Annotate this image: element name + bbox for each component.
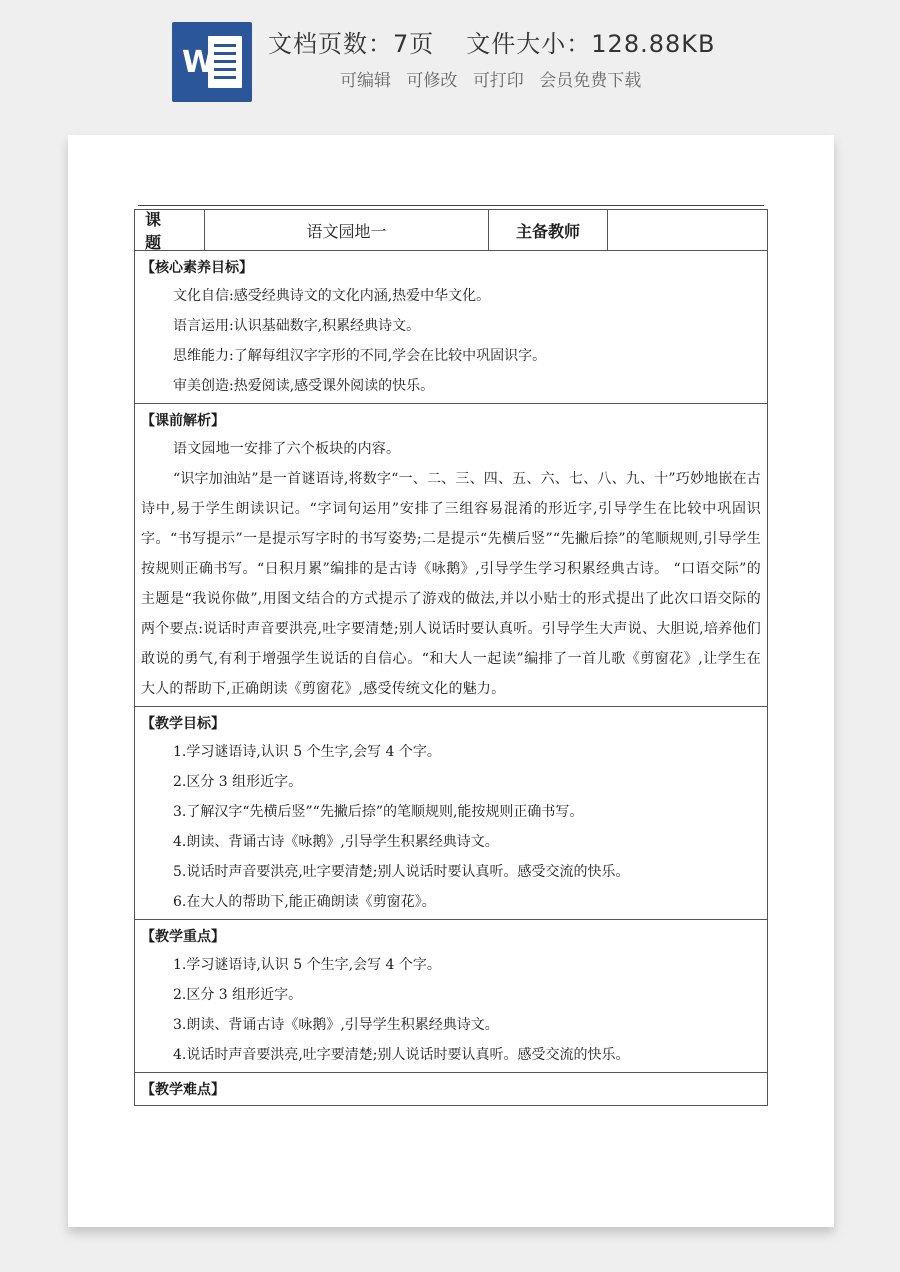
topic-label: 课 题	[135, 210, 205, 250]
teacher-label: 主备教师	[489, 210, 608, 250]
page-count: 文档页数：7页	[268, 30, 435, 58]
list-item: 1.学习谜语诗,认识 5 个生字,会写 4 个字。	[173, 957, 441, 973]
list-item: 思维能力:了解每组汉字字形的不同,学会在比较中巩固识字。	[173, 348, 547, 364]
feature-printable: 可打印	[472, 71, 524, 91]
list-item: 3.了解汉字“先横后竖”“先撇后捺”的笔顺规则,能按规则正确书写。	[173, 804, 584, 820]
list-item: 审美创造:热爱阅读,感受课外阅读的快乐。	[173, 378, 435, 394]
list-item: 4.朗读、背诵古诗《咏鹅》,引导学生积累经典诗文。	[173, 834, 499, 850]
teaching-difficulties-section	[135, 1073, 767, 1105]
table-header-row	[135, 210, 767, 251]
list-item: 5.说话时声音要洪亮,吐字要清楚;别人说话时要认真听。感受交流的快乐。	[173, 864, 630, 880]
list-item: 1.学习谜语诗,认识 5 个生字,会写 4 个字。	[173, 744, 441, 760]
list-item: 语言运用:认识基础数字,积累经典诗文。	[173, 318, 421, 334]
section-title: 【核心素养目标】	[141, 260, 253, 276]
file-info-line	[268, 24, 715, 59]
list-item: 4.说话时声音要洪亮,吐字要清楚;别人说话时要认真听。感受交流的快乐。	[173, 1047, 630, 1063]
feature-list	[340, 66, 651, 91]
section-title: 【教学难点】	[141, 1082, 225, 1098]
feature-member-download: 会员免费下载	[539, 71, 642, 91]
analysis-intro: 语文园地一安排了六个板块的内容。	[173, 441, 401, 457]
list-item: 文化自信:感受经典诗文的文化内涵,热爱中华文化。	[173, 288, 491, 304]
list-item: 3.朗读、背诵古诗《咏鹅》,引导学生积累经典诗文。	[173, 1017, 499, 1033]
section-title: 【教学目标】	[141, 716, 225, 732]
section-title: 【教学重点】	[141, 929, 225, 945]
teaching-goals-section	[135, 707, 767, 920]
document-page	[68, 135, 834, 1227]
list-item: 2.区分 3 组形近字。	[173, 774, 303, 790]
section-title: 【课前解析】	[141, 413, 225, 429]
feature-modifiable: 可修改	[406, 71, 458, 91]
teacher-value	[608, 210, 767, 250]
list-item: 2.区分 3 组形近字。	[173, 987, 303, 1003]
word-document-icon	[172, 22, 252, 102]
teaching-keypoints-section	[135, 920, 767, 1073]
header-rule	[138, 205, 764, 206]
word-letter: W	[182, 45, 216, 80]
pre-class-analysis-section	[135, 404, 767, 707]
core-literacy-section	[135, 251, 767, 404]
feature-editable: 可编辑	[340, 71, 391, 91]
analysis-body: “识字加油站”是一首谜语诗,将数字“一、二、三、四、五、六、七、八、九、十”巧妙地嵌在古诗中,易于学生朗读识记。“字词句运用”安排了三组容易混淆的形近字,引导学生在比较中巩固识字。“书写提示”一是提示写字时的书写姿势;二是提示“先横后竖”“先撇后捺”的笔顺规则,引导学生按规则正确书写。“日积月累”编排的是古诗《咏鹅》,引导学生学习积累经典古诗。 “口语交际”的主题是“我说你做”,用图文结合的方式提示了游戏的做法,并以小贴士的形式提出了此次口语交际的两个要点:说话时声音要洪亮,吐字要清楚;别人说话时要认真听。引导学生大声说、大胆说,培养他们敢说的勇气,有利于增强学生说话的自信心。“和大人一起读”编排了一首儿歌《剪窗花》,让学生在大人的帮助下,正确朗读《剪窗花》,感受传统文化的魅力。	[141, 471, 761, 697]
topic-value: 语文园地一	[205, 210, 489, 250]
file-size: 文件大小：128.88KB	[466, 30, 716, 58]
document-info-banner	[0, 0, 900, 115]
lesson-plan-table	[134, 209, 768, 1106]
list-item: 6.在大人的帮助下,能正确朗读《剪窗花》。	[173, 894, 436, 910]
